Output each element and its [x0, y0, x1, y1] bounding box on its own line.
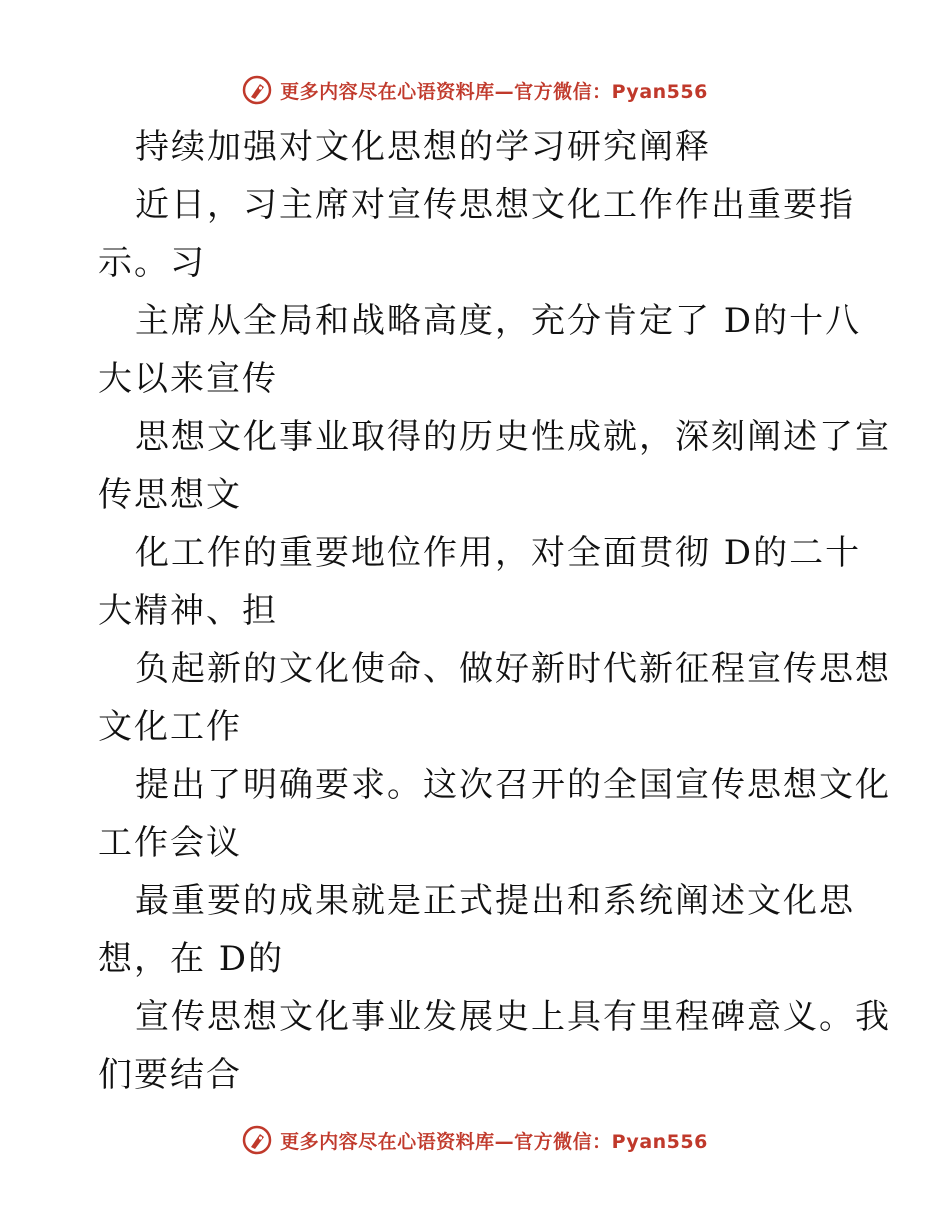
document-body	[98, 118, 891, 1104]
footer-banner-text: 更多内容尽在心语资料库—官方微信：Pyan556	[280, 1130, 708, 1153]
text-line: 提出了明确要求。这次召开的全国宣传思想文化	[135, 765, 891, 805]
pen-nib-icon	[242, 1125, 272, 1155]
text-line: 宣传思想文化事业发展史上具有里程碑意义。我	[135, 997, 891, 1037]
text-line: 文化工作	[98, 707, 242, 747]
text-line: 最重要的成果就是正式提出和系统阐述文化思	[135, 881, 855, 921]
text-line: 工作会议	[98, 823, 242, 863]
text-line: 传思想文	[98, 475, 242, 515]
text-line: 们要结合	[98, 1055, 242, 1095]
text-line: 化工作的重要地位作用，对全面贯彻 D的二十	[135, 533, 862, 573]
text-line: 想，在 D的	[98, 939, 285, 979]
text-line: 大精神、担	[98, 591, 278, 631]
text-line: 主席从全局和战略高度，充分肯定了 D的十八	[135, 301, 862, 341]
footer-banner	[0, 1120, 950, 1160]
text-line: 负起新的文化使命、做好新时代新征程宣传思想	[135, 649, 891, 689]
text-line: 大以来宣传	[98, 359, 278, 399]
text-line: 示。习	[98, 243, 206, 283]
pen-nib-icon	[242, 75, 272, 105]
text-line: 思想文化事业取得的历史性成就，深刻阐述了宣	[135, 417, 891, 457]
text-line: 近日，习主席对宣传思想文化工作作出重要指	[135, 185, 855, 225]
header-banner-text: 更多内容尽在心语资料库—官方微信：Pyan556	[280, 80, 708, 103]
text-line: 持续加强对文化思想的学习研究阐释	[135, 127, 711, 167]
header-banner	[0, 70, 950, 110]
